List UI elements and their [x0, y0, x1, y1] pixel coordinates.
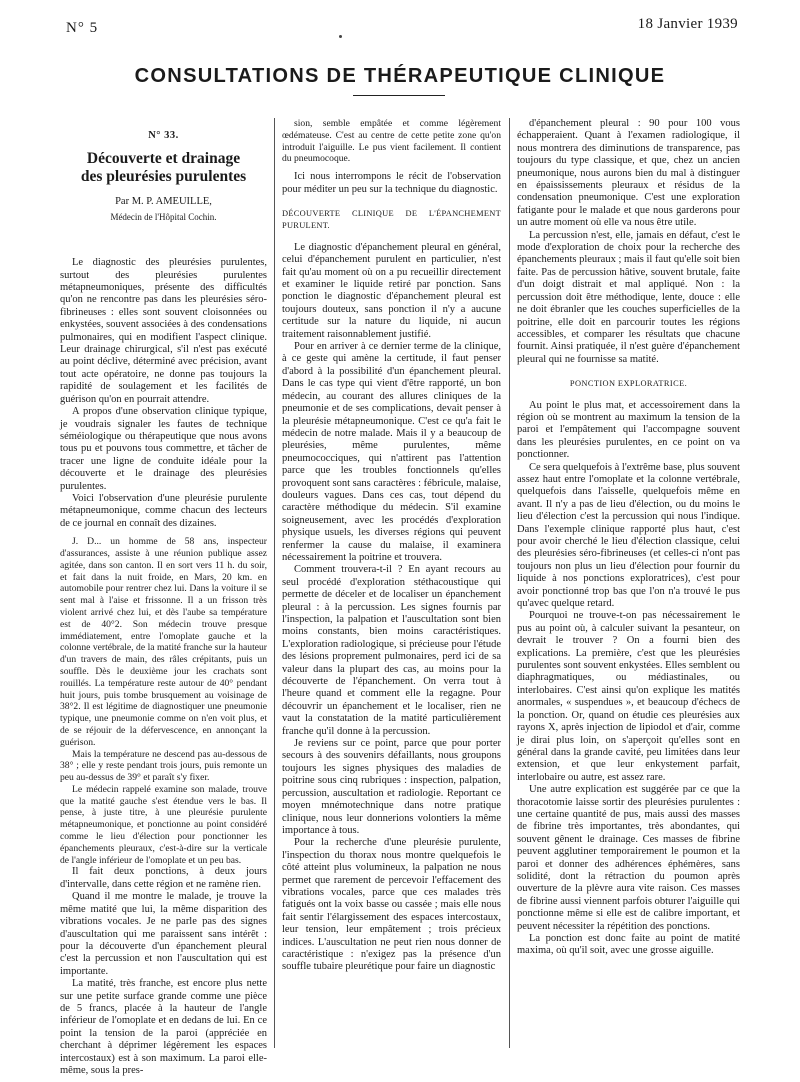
column-1 [60, 118, 267, 1076]
print-mark [339, 35, 342, 38]
paragraph: Il fait deux ponctions, à deux jours d'intervalle, dans cette région et ne ramène rien. [60, 866, 267, 890]
column-divider [509, 118, 510, 1048]
paragraph: Pourquoi ne trouve-t-on pas nécessairement le pus au point où, à calculer suivant la pesanteur, on devrait le trouver ? On a fourni bien des explications. La première, c'est que les pleurésies purulentes sont souvent enkystées. Elles semblent ou diaphragmatiques, ou médiastinales, ou interlobaires. C'est ainsi qu'on explique les matités anormales, « suspendues », et beaucoup d'échecs de la ponction. Or, quand on étudie ces pleurésies aux rayons X, après injection de lipiodol et d'air, comme je dirai plus loin, on s'aperçoit qu'elles sont en général dans la grande cavité, peu limitées dans leur extension, et que leur enkystement parfait, interlobaire ou autre, est assez rare. [517, 610, 740, 783]
case-paragraph: Le médecin rappelé examine son malade, trouve que la matité gauche s'est étendue vers le bas. Il pense, à juste titre, à une pleurésie purulente métapneumonique, et ponctionne au point considéré comme le lieu d'élection pour ponctionner les épanchements pleuraux, c'est-à-dire sur la verticale de l'angle inférieur de l'omoplate et un peu bas. [60, 783, 267, 866]
paragraph: Le diagnostic d'épanchement pleural en général, celui d'épanchement purulent en particulier, n'est fait qu'au moment où on a pu recueillir directement et examiner le liquide retiré par ponction. Sans ponction le diagnostic d'épanchement pleural est toujours douteux, sans ponction il n'y a aucune certitude sur la nature du liquide, ni aucun traitement raisonnablement justifié. [282, 241, 501, 340]
paragraph: La percussion n'est, elle, jamais en défaut, c'est le mode d'exploration de choix pour la recherche des épanchements pleuraux ; mais il faut qu'elle soit bien faite. Pas de percussion hâtive, souvent brutale, faite d'un doigt distrait et mal appliqué. Non : la percussion doit être méthodique, lente, douce : elle ne doit ébranler que les couches superficielles de la poitrine, elle doit en parcourir toutes les régions accessibles, et comparer les résultats que chacune fournit. Ainsi pratiquée, il n'est guère d'épanchement pleural qui ne fournisse sa matité. [517, 229, 740, 365]
issue-number: N° 5 [66, 20, 99, 36]
article-author: Par M. P. AMEUILLE, [115, 196, 212, 208]
paragraph: Pour en arriver à ce dernier terme de la clinique, à ce geste qui amène la certitude, il faut penser d'abord à la possibilité d'un épanchement pleural. Dans le cas type qui vient d'être rapporté, un bon médecin, au courant des allures cliniques de la pneumonie et de ses complications, devait penser à la pleurésie métapneumonique. C'est ce qu'a fait le médecin de notre malade. Mais il y a beaucoup de pleurésies, même purulentes, même pneumococciques, qui n'attirent pas l'attention parce que les troubles fonctionnels qu'elles provoquent sont sans caractères : fébricule, malaise, douleurs vagues. Dans ces cas, tout dépend du caractère méthodique du médecin. S'il examine soigneusement, avec les procédés d'exploration physique usuels, les diverses régions qui peuvent renfermer la cause du malaise, il examinera nécessairement la poitrine et trouvera. [282, 341, 501, 563]
column-2 [282, 118, 501, 1048]
case-paragraph: Mais la température ne descend pas au-dessous de 38° ; elle y reste pendant trois jours, puis remonte un peu au-dessus de 39° et paraît s'y fixer. [60, 748, 267, 784]
section-heading: PONCTION EXPLORATRICE. [569, 379, 688, 389]
paragraph: Une autre explication est suggérée par ce que la thoracotomie laisse sortir des pleurésies purulentes : une certaine quantité de pus, mais aussi des masses de fibrine très importantes, très abondantes, qui souvent gênent le drainage. Ces masses de fibrine peuvent agglutiner temporairement le poumon et la paroi et donner des adhérences éphémères, sans solidité, dont la rétraction du poumon après ouverture de la plèvre aura vite raison. Ces masses de fibrine aussi viennent parfois obturer l'aiguille qui ponctionne même si elle est de calibre important, et peuvent nécessiter la répétition des ponctions. [517, 784, 740, 932]
case-paragraph: sion, semble empâtée et comme légèrement œdémateuse. C'est au centre de cette petite zone qu'on introduit l'aiguille. Le pus vient facilement. Il contient du pneumocoque. [282, 118, 501, 165]
paragraph: Ici nous interrompons le récit de l'observation pour méditer un peu sur la technique du diagnostic. [282, 171, 501, 195]
paragraph: Pour la recherche d'une pleurésie purulente, l'inspection du thorax nous montre quelquefois le côté atteint plus volumineux, la palpation ne nous permet que rarement de percevoir l'effacement des vibrations vocales, parce que ces malades très fatigués ont la voix basse ou cassée ; mais elle nous fait sentir l'élargissement des espaces intercostaux, leur tension, leur empâtement ; trois précieux indices. L'auscultation ne peut rien nous donner de caractéristique : n'exigez pas la présence d'un souffle tubaire pleurétique pour faire un diagnostic [282, 837, 501, 973]
issue-date: 18 Janvier 1939 [637, 16, 738, 32]
column-3 [517, 118, 740, 1053]
paragraph: Au point le plus mat, et accessoirement dans la région où se montrent au maximum la tension de la paroi et l'empâtement qui l'accompagne souvent dans les pleurésies purulentes, en ce point on va ponctionner. [517, 399, 740, 461]
paragraph: Voici l'observation d'une pleurésie purulente métapneumonique, comme chacun des lecteurs de ce journal en connaît des dizaines. [60, 492, 267, 529]
author-affiliation: Médecin de l'Hôpital Cochin. [110, 211, 217, 222]
paragraph: Le diagnostic des pleurésies purulentes, surtout des pleurésies purulentes métapneumoniques, présente des difficultés qu'on ne rencontre pas dans les pleurésies séro-fibrineuses : elles sont souvent cloisonnées ou enkystées, souvent associées à des condensations pulmonaires, qui en modifient l'aspect clinique. Leur drainage chirurgical, s'il n'est pas exécuté au point déclive, déterminé avec précision, avant tout acte opératoire, ne donne pas toujours la rapidité de soulagement et les facilités de guérison qu'on en pourrait attendre. [60, 257, 267, 405]
paragraph: Comment trouvera-t-il ? En ayant recours au seul procédé d'exploration stéthacoustique qui permette de déceler et de localiser un épanchement pleural : à la percussion. Les signes fournis par l'inspection, la palpation et l'auscultation sont bien moins constants, bien moins caractéristiques. L'exploration radiologique, si précieuse pour l'étude des lésions proprement pulmonaires, perd ici de sa valeur dans la plupart des cas, au moins pour la découverte de l'épanchement. On verra tout à l'heure quand et comment elle la regagne. Pour découvrir un épanchement et le localiser, rien ne vaut la constatation de la matité particulièrement franche qu'il donne à la percussion. [282, 564, 501, 737]
paragraph: Je reviens sur ce point, parce que pour porter secours à des souvenirs défaillants, nous groupons toujours les signes physiques des maladies de poitrine sous cinq rubriques : inspection, palpation, percussion, auscultation et radiologie. Reportant ce moyen mnémotechnique dans notre pratique clinique, nous leur donnerions volontiers la même importance à tous. [282, 738, 501, 836]
paragraph: Quand il me montre le malade, je trouve la même matité que lui, la même disparition des vibrations vocales. Je ne parle pas des signes d'auscultation qui me paraissent sans intérêt : pour la découverte d'un épanchement pleural c'est la percussion et non l'auscultation qui est importante. [60, 891, 267, 977]
article-title-line: des pleurésies purulentes [80, 168, 247, 186]
paragraph: La matité, très franche, est encore plus nette sur une petite surface grande comme une pièce de 5 francs, placée à la hauteur de l'angle inférieur de l'omoplate et en dedans de lui. En ce point la tension de la paroi (appréciée en cherchant à déprimer légèrement les espaces intercostaux) est à son maximum. La paroi elle-même, sous la pres- [60, 978, 267, 1076]
section-heading: DÉCOUVERTE CLINIQUE DE L'ÉPANCHEMENT PURULENT. [282, 209, 501, 231]
paragraph: La ponction est donc faite au point de matité maxima, où qu'il soit, avec une grosse aiguille. [517, 933, 740, 957]
paragraph: d'épanchement pleural : 90 pour 100 vous échapperaient. Quant à l'examen radiologique, il nous montrera des diminutions de transparence, pas toujours du type classique, et que, chez un ancien pneumonique, nous aurons bien du mal à distinguer en épaississements pleuraux et résidus de la condensation pneumonique. C'est une exploration fatigante pour le malade et que nous garderons pour un autre moment où elle va nous être utile. [517, 118, 740, 229]
page-title: CONSULTATIONS DE THÉRAPEUTIQUE CLINIQUE [134, 64, 666, 87]
article-title [60, 150, 267, 186]
title-rule [353, 95, 445, 96]
column-divider [274, 118, 275, 1048]
paragraph: A propos d'une observation clinique typique, je voudrais signaler les fautes de technique séméiologique ou thérapeutique que nous avons tous pu et pouvons tous commettre, et tâcher de tracer une ligne de conduite idéale pour la découverte et le drainage des pleurésies purulentes. [60, 406, 267, 492]
article-title-line: Découverte et drainage [86, 150, 241, 168]
case-paragraph: J. D... un homme de 58 ans, inspecteur d'assurances, assiste à une réunion publique assez agitée, dans son canton. Il en sort vers 11 h. du soir, et fait dans la nuit froide, en Mars, 20 km. en automobile pour rentrer chez lui. Dans la voiture il se sent mal à l'aise et frissonne. Il a un frisson très violent arrivé chez lui, et dès l'aube sa température est de 40°2. Son médecin trouve presque immédiatement, entre l'omoplate gauche et la colonne vertébrale, de la matité franche sur la hauteur d'un travers de main, des râles crépitants, puis un souffle. Dès le deuxième jour les crachats sont rouillés. La température reste autour de 40° pendant huit jours, puis tombe brusquement au voisinage de 38°2. Il est légitime de diagnostiquer une pneumonie typique, une pneumonie comme on n'en voit plus, et de se réjouir de la défervescence, en annonçant la guérison. [60, 536, 267, 748]
paragraph: Ce sera quelquefois à l'extrême base, plus souvent assez haut entre l'omoplate et la colonne vertébrale, quelquefois dans l'aisselle, quelquefois même en avant. Il n'y a pas de lieu d'élection, ou du moins le lieu d'élection c'est la percussion qui nous l'indique. Dans l'exemple clinique rapporté plus haut, c'est pour avoir cherché le lieu d'élection classique, celui des pleurésies séro-fibrineuses (et celles-ci n'ont pas toujours non plus un lieu d'élection pour fournir du liquide à nos ponctions exploratrices), c'est pour avoir ponctionné trop bas que l'on n'a trouvé le pus qu'avec quelque retard. [517, 461, 740, 610]
article-number: N° 33. [148, 130, 179, 141]
